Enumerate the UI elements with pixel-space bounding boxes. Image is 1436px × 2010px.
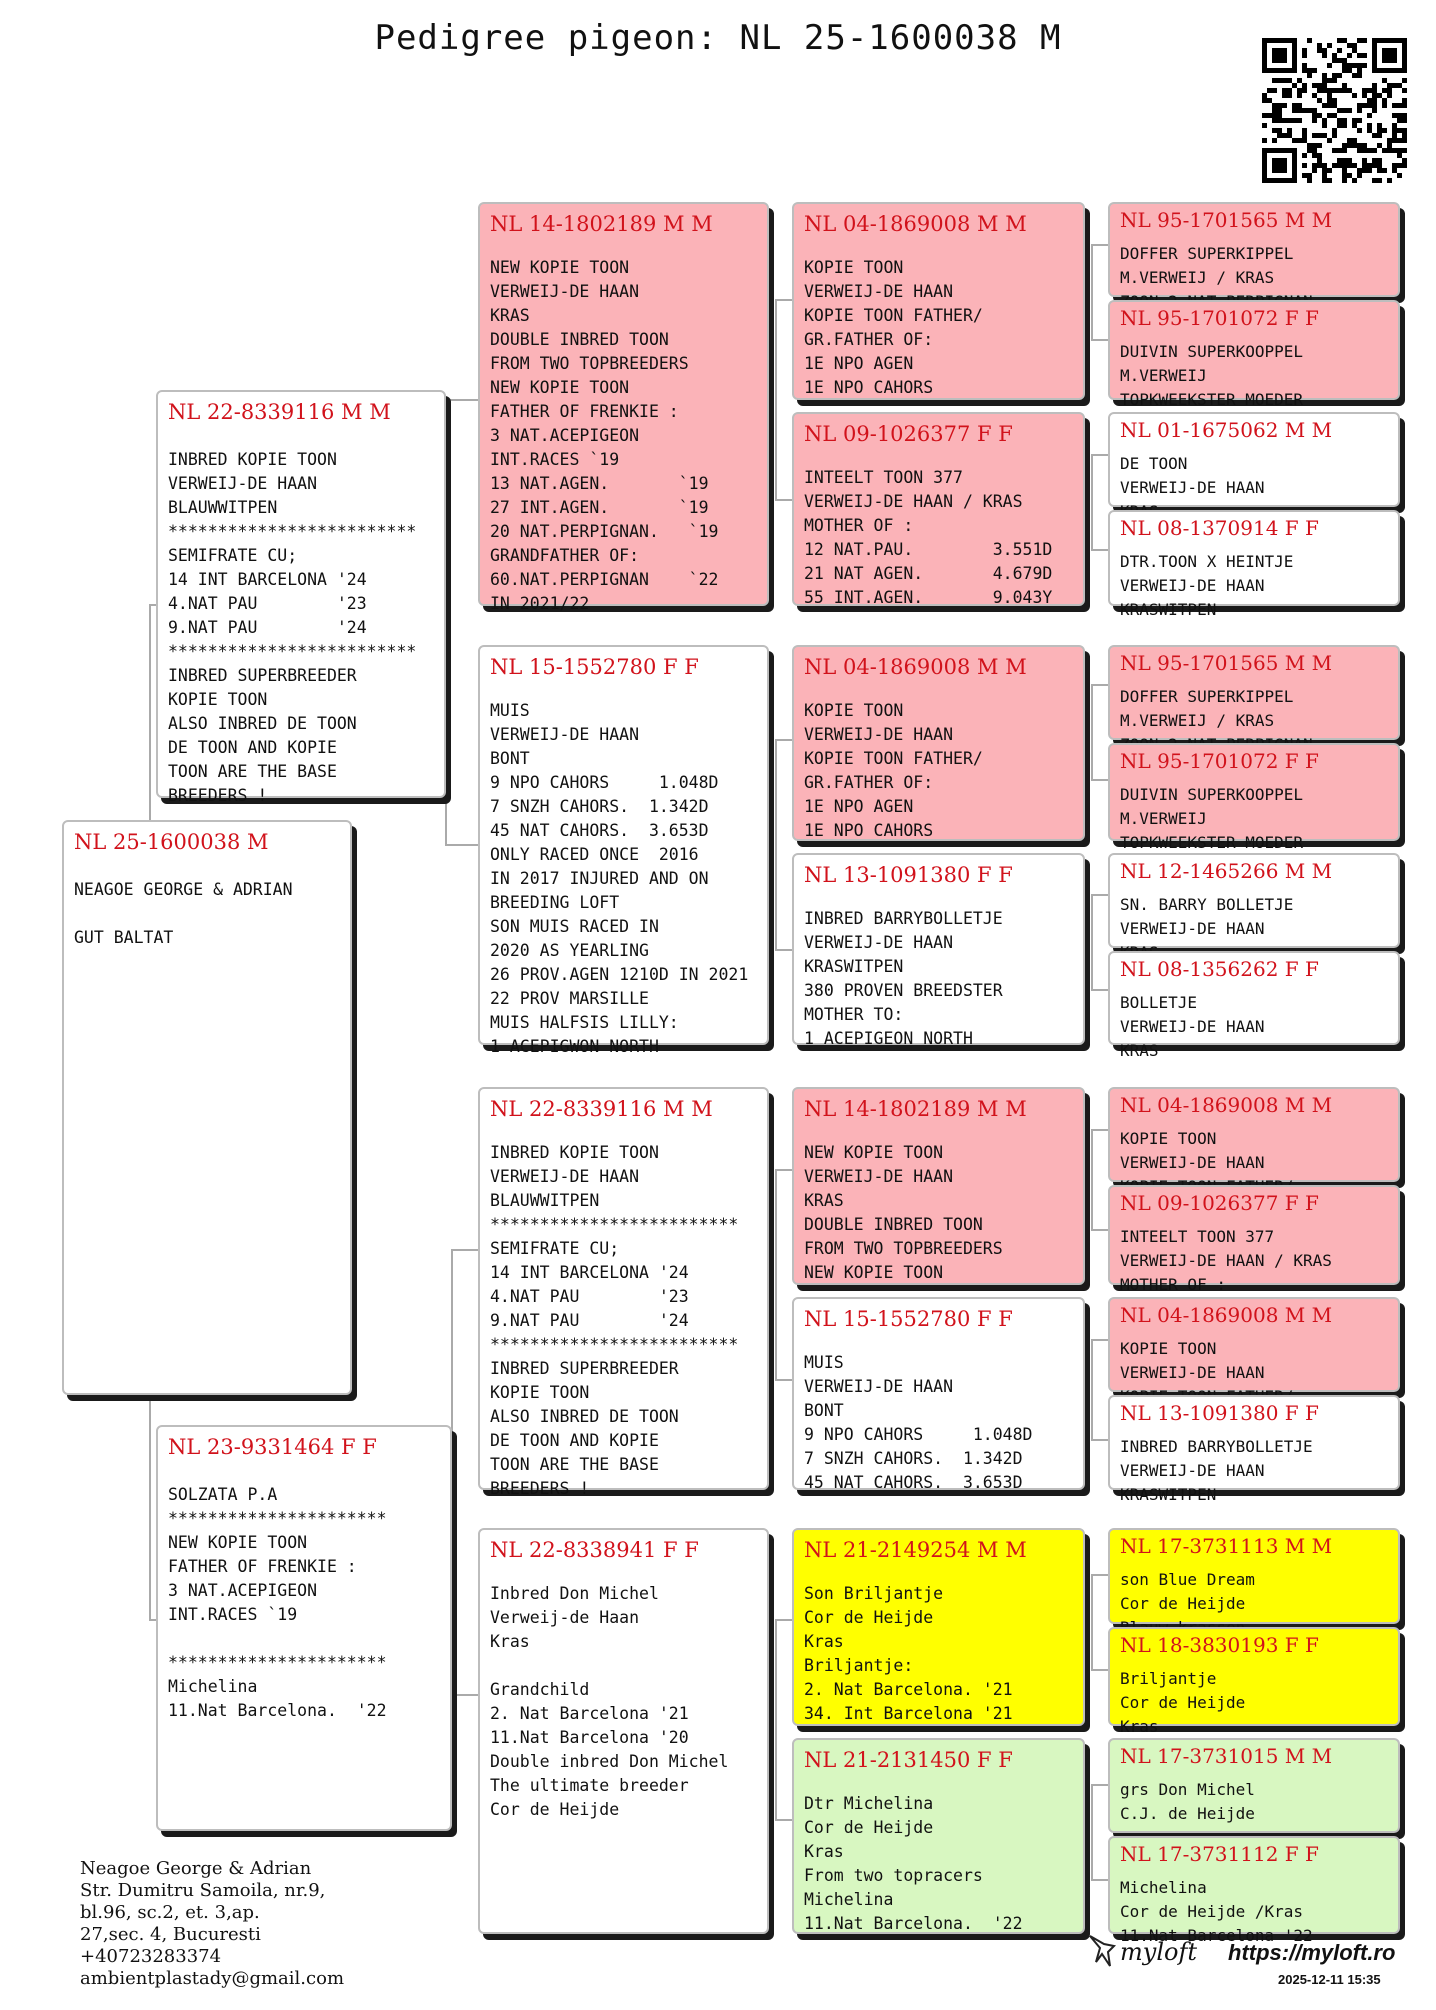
- card-notes: SN. BARRY BOLLETJE VERWEIJ-DE HAAN: [1120, 895, 1294, 938]
- ring-number: NL 15-1552780 F F: [490, 655, 699, 679]
- timestamp: 2025-12-11 15:35: [1278, 1972, 1381, 1987]
- ring-number: NL 08-1370914 F F: [1120, 516, 1319, 540]
- ancestor-card[interactable]: [1108, 1528, 1400, 1624]
- website-link[interactable]: https://myloft.ro: [1228, 1940, 1396, 1965]
- card-notes: NEW KOPIE TOON VERWEIJ-DE HAAN KRAS DOUBLE INBRED TOON FROM TWO TOPBREEDERS NEW KOPIE TOON: [804, 1143, 1003, 1282]
- ring-number: NL 17-3731112 F F: [1120, 1842, 1319, 1866]
- ring-number: NL 14-1802189 M M: [804, 1097, 1027, 1121]
- ring-number: NL 22-8339116 M M: [490, 1097, 713, 1121]
- ancestor-card[interactable]: [1108, 853, 1400, 948]
- ancestor-card[interactable]: [1108, 645, 1400, 740]
- ring-number: NL 21-2149254 M M: [804, 1538, 1027, 1562]
- card-notes: KOPIE TOON VERWEIJ-DE HAAN: [1120, 1129, 1265, 1172]
- card-notes: NEAGOE GEORGE & ADRIAN GUT BALTAT: [74, 880, 293, 947]
- ancestor-card[interactable]: [1108, 1627, 1400, 1736]
- grandparent-card[interactable]: [478, 645, 769, 1056]
- ancestor-card[interactable]: [1108, 202, 1400, 297]
- ring-number: NL 08-1356262 F F: [1120, 957, 1319, 981]
- ring-number: NL 15-1552780 F F: [804, 1307, 1013, 1331]
- card-notes: grs Don Michel C.J. de Heijde: [1120, 1780, 1255, 1823]
- card-notes: Briljantje Cor de Heijde Kras: [1120, 1669, 1246, 1736]
- ring-number: NL 04-1869008 M M: [804, 655, 1027, 679]
- ancestor-card[interactable]: [1108, 1836, 1400, 1945]
- ring-number: NL 22-8338941 F F: [490, 1538, 699, 1562]
- card-notes: MUIS VERWEIJ-DE HAAN BONT 9 NPO CAHORS 1.048D 7 SNZH CAHORS. 1.342D 45 NAT CAHORS. 3.653D ONLY RACED ONCE 2016 IN 2017 INJURED AND ON BREEDING LOFT SON MUIS RACED IN 2020 AS YEARLING 26 PROV.AGEN 1210D IN 2021 22 PROV MARSILLE MUIS HALFSIS LILLY: 1 ACEPIGWON NORTH: [490, 701, 749, 1056]
- card-notes: INTEELT TOON 377 VERWEIJ-DE HAAN / KRAS MOTHER OF :: [1120, 1227, 1332, 1294]
- card-notes: MUIS VERWEIJ-DE HAAN BONT 9 NPO CAHORS 1.048D 7 SNZH CAHORS. 1.342D 45 NAT CAHORS. 3.653D: [804, 1353, 1033, 1492]
- ring-number: NL 13-1091380 F F: [1120, 1401, 1319, 1425]
- card-notes: INTEELT TOON 377 VERWEIJ-DE HAAN / KRAS MOTHER OF : 12 NAT.PAU. 3.551D 21 NAT AGEN. 4.679D 55 INT.AGEN. 9.043Y: [804, 468, 1053, 607]
- great-grandparent-card[interactable]: [792, 853, 1085, 1048]
- great-grandparent-card[interactable]: [792, 412, 1085, 606]
- card-notes: KOPIE TOON VERWEIJ-DE HAAN: [1120, 1339, 1265, 1382]
- ring-number: NL 95-1701565 M M: [1120, 651, 1333, 675]
- grandparent-card[interactable]: [478, 1528, 769, 1934]
- pigeon-logo-icon: [1086, 1932, 1116, 1968]
- myloft-logo: myloft: [1120, 1938, 1197, 1966]
- ring-number: NL 23-9331464 F F: [168, 1435, 377, 1459]
- card-notes: DOFFER SUPERKIPPEL M.VERWEIJ / KRAS: [1120, 687, 1294, 730]
- great-grandparent-card[interactable]: [792, 1528, 1085, 1726]
- card-notes: INBRED BARRYBOLLETJE VERWEIJ-DE HAAN KRASWITPEN 380 PROVEN BREEDSTER MOTHER TO: 1 ACEPIGEON NORTH: [804, 909, 1003, 1048]
- ring-number: NL 04-1869008 M M: [804, 212, 1027, 236]
- ring-number: NL 95-1701072 F F: [1120, 749, 1319, 773]
- card-notes: SOLZATA P.A ********************** NEW KOPIE TOON FATHER OF FRENKIE : 3 NAT.ACEPIGEON INT.RACES `19 ********************** Michelina 11.Nat Barcelona. '22: [168, 1485, 387, 1720]
- card-notes: son Blue Dream Cor de Heijde: [1120, 1570, 1255, 1613]
- ancestor-card[interactable]: [1108, 1395, 1400, 1504]
- great-grandparent-card[interactable]: [792, 1087, 1085, 1285]
- card-notes: KOPIE TOON VERWEIJ-DE HAAN KOPIE TOON FATHER/ GR.FATHER OF: 1E NPO AGEN 1E NPO CAHORS: [804, 258, 983, 397]
- card-notes: DTR.TOON X HEINTJE VERWEIJ-DE HAAN KRASWITPEN: [1120, 552, 1294, 619]
- grandparent-card[interactable]: [478, 1087, 769, 1498]
- ancestor-card[interactable]: [1108, 300, 1400, 409]
- ring-number: NL 12-1465266 M M: [1120, 859, 1333, 883]
- ring-number: NL 14-1802189 M M: [490, 212, 713, 236]
- ring-number: NL 17-3731015 M M: [1120, 1744, 1333, 1768]
- ring-number: NL 04-1869008 M M: [1120, 1093, 1333, 1117]
- ring-number: NL 25-1600038 M: [74, 830, 269, 854]
- card-notes: INBRED KOPIE TOON VERWEIJ-DE HAAN BLAUWWITPEN ************************* SEMIFRATE CU; 14 INT BARCELONA '24 4.NAT PAU '23 9.NAT PAU '24 ************************* INBRED SUPERBREEDER KOPIE TOON ALSO INBRED DE TOON DE TOON AND KOPIE TOON ARE THE BASE BREEDERS !: [168, 450, 417, 805]
- subject-card[interactable]: [62, 820, 352, 1395]
- card-notes: NEW KOPIE TOON VERWEIJ-DE HAAN KRAS DOUBLE INBRED TOON FROM TWO TOPBREEDERS NEW KOPIE TOON FATHER OF FRENKIE : 3 NAT.ACEPIGEON INT.RACES `19 13 NAT.AGEN. `19 27 INT.AGEN. `19 20 NAT.PERPIGNAN. `19 GRANDFATHER OF: 60.NAT.PERPIGNAN `22 IN 2021/22: [490, 258, 719, 613]
- card-notes: DOFFER SUPERKIPPEL M.VERWEIJ / KRAS: [1120, 244, 1294, 287]
- page-title: Pedigree pigeon: NL 25-1600038 M: [374, 18, 1062, 58]
- ancestor-card[interactable]: [1108, 510, 1400, 619]
- great-grandparent-card[interactable]: [792, 202, 1085, 400]
- ancestor-card[interactable]: [1108, 1185, 1400, 1294]
- ancestor-card[interactable]: [1108, 1087, 1400, 1182]
- card-notes: Dtr Michelina Cor de Heijde Kras From two topracers Michelina 11.Nat Barcelona. '22: [804, 1794, 1023, 1933]
- card-notes: BOLLETJE VERWEIJ-DE HAAN KRAS: [1120, 993, 1265, 1060]
- card-notes: Michelina Cor de Heijde /Kras 11.Nat Barcelona '22: [1120, 1878, 1313, 1945]
- owner-address: Neagoe George & Adrian Str. Dumitru Samoila, nr.9, bl.96, sc.2, et. 3,ap. 27,sec. 4, Bucuresti +40723283374 ambientplastady@gmail.com: [80, 1858, 345, 1989]
- card-notes: Inbred Don Michel Verweij-de Haan Kras Grandchild 2. Nat Barcelona '21 11.Nat Barcelona '20 Double inbred Don Michel The ultimate breeder Cor de Heijde: [490, 1584, 729, 1819]
- great-grandparent-card[interactable]: [792, 645, 1085, 841]
- great-grandparent-card[interactable]: [792, 1297, 1085, 1490]
- ring-number: NL 13-1091380 F F: [804, 863, 1013, 887]
- great-grandparent-card[interactable]: [792, 1738, 1085, 1934]
- ring-number: NL 04-1869008 M M: [1120, 1303, 1333, 1327]
- ring-number: NL 95-1701072 F F: [1120, 306, 1319, 330]
- grandparent-card[interactable]: [478, 202, 769, 613]
- card-notes: INBRED BARRYBOLLETJE VERWEIJ-DE HAAN KRASWITPEN: [1120, 1437, 1313, 1504]
- card-notes: KOPIE TOON VERWEIJ-DE HAAN KOPIE TOON FATHER/ GR.FATHER OF: 1E NPO AGEN 1E NPO CAHORS: [804, 701, 983, 840]
- ring-number: NL 95-1701565 M M: [1120, 208, 1333, 232]
- ring-number: NL 09-1026377 F F: [804, 422, 1013, 446]
- ancestor-card[interactable]: [1108, 1297, 1400, 1392]
- ring-number: NL 22-8339116 M M: [168, 400, 391, 424]
- ring-number: NL 21-2131450 F F: [804, 1748, 1013, 1772]
- ring-number: NL 01-1675062 M M: [1120, 418, 1333, 442]
- ancestor-card[interactable]: [1108, 951, 1400, 1060]
- dam-card[interactable]: [156, 1425, 452, 1831]
- card-notes: DUIVIN SUPERKOOPPEL M.VERWEIJ TOPKWEEKSTER MOEDER: [1120, 342, 1304, 409]
- ancestor-card[interactable]: [1108, 743, 1400, 852]
- sire-card[interactable]: [156, 390, 446, 805]
- card-notes: INBRED KOPIE TOON VERWEIJ-DE HAAN BLAUWWITPEN ************************* SEMIFRATE CU; 14 INT BARCELONA '24 4.NAT PAU '23 9.NAT PAU '24 ************************* INBRED SUPERBREEDER KOPIE TOON ALSO INBRED DE TOON DE TOON AND KOPIE TOON ARE THE BASE BREEDERS !: [490, 1143, 739, 1498]
- card-notes: DE TOON VERWEIJ-DE HAAN: [1120, 454, 1265, 497]
- ring-number: NL 17-3731113 M M: [1120, 1534, 1333, 1558]
- ring-number: NL 18-3830193 F F: [1120, 1633, 1319, 1657]
- card-notes: DUIVIN SUPERKOOPPEL M.VERWEIJ TOPKWEEKSTER MOEDER: [1120, 785, 1304, 852]
- ancestor-card[interactable]: [1108, 1738, 1400, 1833]
- card-notes: Son Briljantje Cor de Heijde Kras Briljantje: 2. Nat Barcelona. '21 34. Int Barcelona '21: [804, 1584, 1013, 1723]
- ring-number: NL 09-1026377 F F: [1120, 1191, 1319, 1215]
- ancestor-card[interactable]: [1108, 412, 1400, 507]
